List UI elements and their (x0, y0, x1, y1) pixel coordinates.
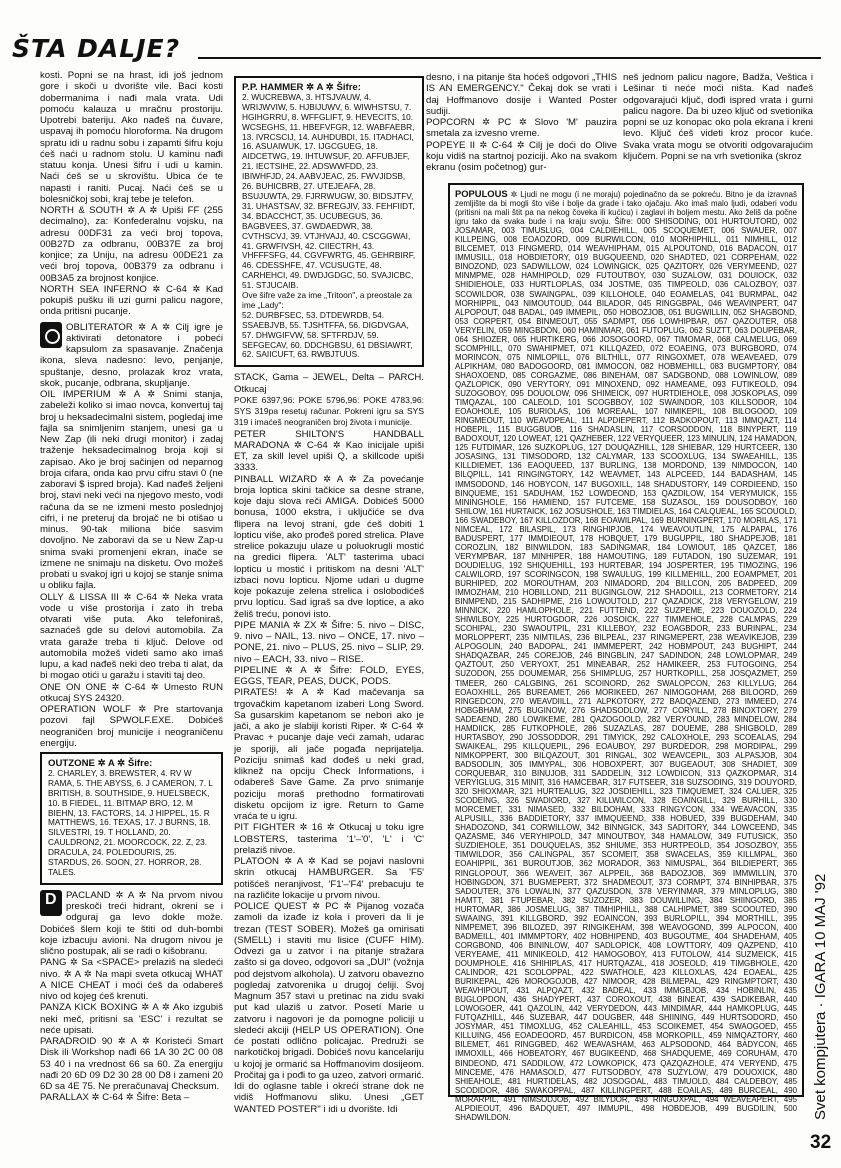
page-title: ŠTA DALJE? (12, 34, 181, 63)
paragraph: NORTH SEA INFERNO ✲ C-64 ✲ Kad pokupiš pušku ili uzi gurni palicu nagore, onda pritisni pucanje. (40, 283, 223, 318)
box-body: 2. WUCREBWA, 3. HTSJVAUW, 4. WRIJWVIW, 5. HJBIJUWV, 6. WIWHSTSU, 7. HGIHGRRU, 8. WFFGLIFT, 9. HEVECITS, 10. WCSEGHS, 11. HBEFVFGR, 12. WABFAEBR, 13. IVRCSCIJ, 14. AUHDUBDI, 15. ITADHACI, 16. ASUAIWUK, 17. IJGCGUEG, 18. AIDCETWG, 19. IHTUWSUF, 20. AFFUBJEF, 21. IECTSIHE, 22. ADSWWFDD, 23. IBIWHFJD, 24. AABVJEAC, 25. FWVJIDSB, 26. BUHICBRB, 27. UTEJEAFA, 28. BSUJUWTA, 29. FJRRWUGW, 30. BIDSJTFV, 31. UHASTSAV, 32. BFREGJIV, 33. FEHFIIDT, 34. BDACCHCT, 35. UCUBEGUS, 36. BAGBVEES, 37. GWDAEDWR, 38. CVTHSCVJ, 39. VTJHVAJJ, 40. CSCGGWAI, 41. GRWFIVSH, 42. CIIECTRH, 43. VHFFFSFG, 44. CGVFWRTG, 45. GEHRBIRF, 46. CDESSHFE, 47. VCUSUGTE, 48. CARHEHCI, 49. DWDJGDGC, 50. SVAJICBC, 51. STJUCAIB. (242, 91, 416, 291)
paragraph-text: PACLAND ✲ A ✲ Na prvom nivou preskoči treći hidrant, okreni se i odguraj ga levo dokle može. Dobićeš šlem koji te štiti od duh-bombi koje izbacuju avioni. Na drugom nivou je slično postupak, ali se radi o kišobranu. (40, 889, 223, 958)
section-o-icon (40, 322, 62, 348)
paragraph-text: OBLITERATOR ✲ A ✲ Cilj igre je aktivirati detonatore i pobeći kapsulom za spasavanje. Značenja ikona, sleva nadesno: levo, penjanje, spuštanje, desno, prolazak kroz vrata, skok, pucanje, odbrana, skupljanje. (40, 321, 223, 389)
paragraph: POPCORN ✲ PC ✲ Slovo 'M' pauzira smetala za izvesno vreme. (426, 117, 617, 140)
paragraph: PETER SHILTON'S HANDBALL MARADONA ✲ C-64 ✲ Kao inicijale upiši ET, za skill level upiši Q, a skillcode upiši 3333. (234, 428, 424, 474)
paragraph: OLLY & LISSA III ✲ C-64 ✲ Neka vrata vode u više prostorija i zato ih treba otvarati više puta. Ako telefoniraš, saznaćeš gde su delovi automobila. Za vrata garaže treba ti ključ. Delove od automobila možeš videti samo ako imaš lupu, a kad nađeš neki deo treba ti alat, da bi mogao otići u garažu i staviti taj deo. (40, 591, 223, 682)
paragraph: PINBALL WIZARD ✲ A ✲ Za povećanje broja loptica skini tačkice sa desne strane, koje daju slova reči AMIGA. Dobićeš 5000 bonusa, 1000 ekstra, i uključiće se dva flipera na levoj strani, gde ćeš dobiti 1 lopticu više, ako prođeš pored strelica. Plave strelice pokazuju ulaze u poluokrugli mostić na gredici flipera. 'ALT' tasterima ubaci lopticu u mostić i pritiskom na desni 'ALT' izbaci novu lopticu. Njome udari u dugme koje pokazuje zelena strelica i oslobodićeš prvu lopticu. Sad igraš sa dve loptice, a ako želiš treću, ponovi isto. (234, 473, 424, 620)
paragraph (40, 890, 223, 958)
box-body: 52. DURBFSEC, 53. DTDEWRDB, 54. SSAEBJVB, 55. TJSHTFFA, 56. DIGDVGAA, 57. DHWGIFVW, 58. SFTFRDJV, 59. SEFGECAV, 60. DDCHGBSU, 61 DBSIAWRT, 62. SAIICUFT, 63. RWBJTUUS. (242, 309, 413, 360)
box-title: OUTZONE ✲ A ✲ Šifre: (48, 758, 153, 769)
paragraph: NORTH & SOUTH ✲ A ✲ Upiši FF (255 decimalno), za: Konfederalnu vojsku, na adresu 00DF31 za veći broj topova, 00B27D za odbranu, 00B37E za broj konjice; za Uniju, na adresu 00DE21 za veći broj topova, 00B379 za odbranu i 00B3A5 za brojnost konjice. (40, 205, 223, 284)
paragraph: PIPE MANIA ✲ ZX ✲ Šifre: 5. nivo – DISC, 9. nivo – NAIL, 13. nivo – ONCE, 17. nivo – PONE, 21. nivo – PLUS, 25. nivo – SLIP, 29. nivo – EACH, 33. nivo – RISE. (234, 619, 424, 665)
box-intro: ✲ Ljudi ne mogu (i ne moraju) pojedinačno da se pokreću. Bitno je da izravnaš zemljište da bi mogli što više i bolje da grade i tako ojačaju. Ako imaš malo ljudi, odaberi vodu (pritisni na mali štit pa na nekog čoveka ili kućicu) i zaglavi ih boljem mestu. Ako želiš da počne igru tako da svaka bude i na kraju svoju. Šifre: (455, 190, 797, 227)
column-4 (623, 72, 813, 162)
page-number: 32 (810, 1132, 832, 1153)
section-p-icon (40, 890, 62, 916)
paragraph: PARALLAX ✲ C-64 ✲ Šifre: Beta – (40, 1092, 190, 1104)
column-1 (40, 70, 223, 1104)
box-codes: 000 SHISODING, 001 HURTOUTORD, 002 JOSAMAR, 003 TIMUSLUG, 004 CALDIEHILL, 005 SCOQUEMET, 006 SWAUER, 007 KILLPEING, 008 EOAOZORD, 009 BURWILCON, 010 MORHIPHILL, 011 NIMHILL, 012 BILCEMET, 013 FINGMERD, 014 WEAVHIPHAM, 015 ALPOUTOND, 016 BADACON, 017 IMMUSILL, 018 HOBDIETORY, 019 BUGQUEEND, 020 SHADTED, 021 CORPEHAM, 022 BINOZOND, 023 SADWILLOW, 024 LOWINGICK, 025 QAZITORY, 026 VERYMEEND, 027 MINMPME, 028 HAMHIPOLD, 029 FUTOUTBOY, 030 SUZALOW, 031 DOUIOCK, 032 SHIDIEHOLE, 033 HURTLOPLAS, 034 JOSTME, 035 TIMPEOLD, 036 CALOZBOY, 037 SCOWILDOR, 038 SWAINGPAL, 039 KILLOHOLE, 040 EOAMELAS, 041 BURMPAL, 042 MORHIPPIL, 043 NIMOUTOUD, 044 BILADOR, 045 RINGGBPAL, 046 WEAVINPERT, 047 ALPOPOUT, 048 BADAL, 049 IMMEPIL, 050 HOBOZJOB, 051 BUGWILLIN, 052 SHAGBOND, 053 CORPERT, 054 BINMEOUT, 055 SADMPT, 056 LOWHIPBAR, 057 QAZOUTER, 058 VERYELIN, 059 MINGBDON, 060 HAMINMAR, 061 FUTOPLUG, 062 SUZTT, 063 DOUPEBAR, 064 SHIOZER, 065 HURTIKERG, 066 JOSOGOORD, 067 TIMOMAR, 068 CALMELUG, 069 SCOMPHILL, 070 SWAHIPMET, 071 KILLQAZED, 072 EOAEING, 073 BURGBORD, 074 MORINCON, 075 NIMLOPILL, 076 BILTHILL, 077 RINGOXMET, 078 WEAVEAED, 079 ALPIKHAM, 080 BADOGOORD, 081 IMMOCON, 082 HOBMEHILL, 083 BUGMPTORY, 084 SHAOXOEND, 085 CORGAZME, 086 BINEHAM, 087 SADGBOND, 088 LOWINLOW, 089 QAZLOPICK, 090 VERYTORY, 091 MINOXEND, 092 HAMEAME, 093 FUTIKEOLD, 094 SUZOGOBOY, 095 DOUOLOW, 096 SHIMEICK, 097 HURTDIEHOLE, 098 JOSKOPLAS, 099 TIMQAZAL, 100 CALEOLD, 101 SCOGBBOY, 102 SWAINDOR, 103 KILLSODOR, 104 EOAOHOLE, 105 BURIOLAS, 106 MOREAAL, 107 NIMIKEPIL, 108 BILOGOOD, 109 RINGMEOUT, 110 WEAVDPEAL, 111 ALPDIEPERT, 112 BADKOPOUT, 113 IMMQAZT, 114 HOBEPIL, 115 BUGGBUOB, 116 SHADASLIN, 117 CORSODDON, 118 BINYPERT, 119 BADOXOUT, 120 LOWEAT, 121 QAZHEBER, 122 VERYQUEER, 123 MINULIN, 124 HAMADON, 125 FUTDIMAR, 126 SUZKOPLUG, 127 DOUQAZHILL, 128 SHIEBAR, 129 HURTCEER, 130 JOSASING, 131 TIMSODORD, 132 CALYMAR, 133 SCOOXLUG, 134 SWAEAHILL, 135 KILLDIEMET, 136 EAOQUEED, 137 BURLING, 138 MORDOND, 139 NIMDOCON, 140 BILQPILL, 141 RINGINGTORY, 142 WEAVMET, 143 ALPCEED, 144 BADASHAM, 145 IMMSODOND, 146 HOBYCON, 147 BUGOXILL, 148 SHADUSTORY, 149 CORDIEEND, 150 BINQUEME, 151 SADUHAM, 152 LOWDEOND, 153 QAZDILOW, 154 VERYMUICK, 155 MININGHOLE, 156 HAMIEND, 157 FUTCEME, 158 SUZASOL, 159 DOUSODBOY, 160 SHILOW, 161 HURTAICK, 162 JOSUSHOLE, 163 TIMDIELAS, 164 CALQUEAL, 165 SCOUOLD, 166 SWADEBOY, 167 KILLOZDOR, 168 EOAWILPAL, 169 BURNINGPERT, 170 MORILAS, 171 NIMCEAL, 172 BILASPIL, 173 RINGHIPJOB, 174 WEAVOUTLIN, 175 ALPAPAL, 176 BADUSPERT, 177 IMMDIEOUT, 178 HOBQUET, 179 BUGUPPIL, 180 SHADPEJOB, 181 COROZLIN, 182 BINWILDON, 183 SADINGMAR, 184 LOWIOUT, 185 QAZCET, 186 VERYMPBAR, 187 MINHIPER, 188 HAMOUTING, 189 FUTADON, 190 SUZEMAR, 191 DOUDIELUG, 192 SHIQUEHILL, 193 HURTEBAR, 194 JOSPERTER, 195 TIMOZING, 196 CALWILORD, 197 SCORINGCON, 198 SWAULUG, 199 KILLMEHILL, 200 EOAMPMET, 201 BURHIPED, 202 MOROUTHAM, 203 NIMADORD, 204 BILLCON, 205 BADPEED, 209 IMMOZHAM, 210 HOBILLOND, 211 BUGINGLOW, 212 SHADOILL, 213 CORMETORY, 214 BINMPEND, 215 SADHIPME, 216 LOWOUTOLD, 217 QAZADICK, 218 VERYGELOW, 219 MINNICK, 220 HAMLOPHOLE, 221 FUTTEND, 222 SUZPEME, 223 DOUOZOLD, 224 SHIWILBOY, 225 HURTOGDOR, 226 JOSOICK, 227 TIMMEHOLE, 228 CALMPAS, 229 SCOHIPAL, 230 SWAOUTPIL, 231 KILLEBOY, 232 EOAGBDOR, 233 BURINPAL, 234 MORLOPPERT, 235 NIMTILAS, 236 BILPEAL, 237 RINGMEPERT, 238 WEAVIKEJOB, 239 ALPOGOLIN, 240 BADOPAL, 241 IMMMEPERT, 242 HOBMPOUT, 243 BUGHIPT, 244 SHADQAZBAR, 245 COREJOB, 246 BINGBLIN, 247 SADINDON, 248 LOWLOPMAR, 249 QAZTOUT, 250 VERYOXT, 251 MINEABAR, 252 HAMIKEER, 253 FUTOGOING, 254 SUZODON, 255 DOUMEMAR, 256 SHIMPLUG, 257 HURTKOPILL, 258 JOSQAZMET, 259 TIMEER, 260 CALGBING, 261 SCOINORD, 262 SWALOPCON, 263 KILLYLUG, 264 EOAOXHILL, 265 BUREAMET, 266 MORIKEED, 267 NIMOGOHAM, 268 BILOORD, 269 RINGEDCON, 270 WEAVDIILL, 271 ALPKOTORY, 272 BADQAZEND, 273 IMMEED, 274 HOBGBHAM, 275 BUGINOW, 276 SHADSODLOW, 277 CORYILL, 278 BINOXTORY, 279 SADEAEND, 280 LOWIKEME, 281 QAZOGOOLD, 282 VERYOUND, 283 MINDELOW, 284 HAMDIICK, 285 FUTKOPHOLE, 286 SUZAZLAS, 287 DOUEME, 288 SHIGBOLD, 289 HURTASBOY, 290 JOSSODDOR, 291 TIMYICK, 292 CALOXHOLE, 293 SCOEALAS, 294 SWAIKEAL, 295 KILLQUEPIL, 296 EOAUBOY, 297 BURDEDOR, 298 MORDIPAL, 299 NIMKOPPERT, 300 BILQAZOUT, 301 RINGAL, 302 WEAVCEPIL, 303 ALPASJOB, 304 BADSODLIN, 305 IMMYPAL, 306 HOBOXPERT, 307 BUGEAOUT, 308 SHADIET, 309 CORQUEBAR, 310 BINUJOB, 311 SADDELIN, 312 LOWDICON, 313 QAZKOPMAR, 314 VERYIGLUG, 315 MINIT, 316 HAMCEBAR, 317 FUTSEER, 318 SUZSODING, 319 DOUYORD, 320 SHIOXMAR, 321 HURTEALUG, 322 JOSDIEHILL, 323 TIMQUEMET, 324 CALUER, 325 SCODEING, 326 SWADIORD, 327 KILLWILCON, 328 EOAINGILL, 329 BURHILL, 330 MORCEMET, 331 NIMASED, 332 BILDOHAM, 333 RINGYCON, 334 WEAVACON, 335 ALPUSILL, 336 BADDIETORY, 337 IMMQUEEND, 338 HOBUED, 339 BUGDEHAM, 340 SHADOZOND, 341 CORWILLOW, 342 BINNGICK, 343 SADITORY, 344 LOWCEEND, 345 QAZASME, 346 VERYHIPOLD, 347 MINOUTBOY, 348 HAMALOW, 349 FUTUSICK, 350 SUZDIEHOLE, 351 DOUQUELAS, 352 SHIUME, 353 HURTPEOLD, 354 JOSOZBOY, 355 TIMWILDOR, 356 CALINGPAL, 357 SCOMEIT, 358 SWACELAS, 359 KILLMPAL, 360 EOAHIPPIL, 361 BUROUTJOB, 362 MORADOR, 363 NIMUSPAL, 364 BILDIEPERT, 365 RINGLOPOUT, 366 WEAVEIT, 367 ALPPEIL, 368 BADOZJOB, 369 IMMWILLIN, 370 HOBINGDON, 371 BUGMEPERT, 372 SHADMEOUT, 373 CORMPT, 374 BINHIPBAR, 375 SADOUTER, 376 LOWALIN, 377 QAZUSDON, 378 VERYINMAR, 379 MINLOPLUG, 380 HAMTT, 381 FTUPEBAR, 382 SUZOZER, 383 DOUWILLING, 384 SHIINGORD, 385 HURTOMAR, 386 JOSMELUG, 387 TIMHIPHILL, 388 CALHIPMET, 389 SCOOUTED, 390 SWAAING, 391 KILLGBORD, 392 EOAINCON, 393 BURLOPILL, 394 MORTHILL, 395 NIMPEMET, 396 BILOZED, 397 RINGIKEHAM, 398 WEAVOGOND, 399 ALPOCON, 400 BADMEILL, 401 IMMMPTORY, 402 HOBHIPEND, 403 BUGOUTME, 404 SHADEHAM, 405 CORGBOND, 406 BININLOW, 407 SADLOPICK, 408 LOWTTORY, 409 QAZPEND, 410 VERYEAME, 411 MINIKEOLD, 412 HAMOGOBOY, 413 FUTOLOW, 414 SUZMEICK, 415 DOUMPHOLE, 416 SHIHIPLAS, 417 HURTQAZAL, 418 JOSEOLD, 419 TIMGBHOLE, 420 CALINDOR, 421 SCOLOPPAL, 422 SWATHOLE, 423 KILLOXLAS, 424 EOAEAL, 425 BURIKEPAL, 426 MOROGOJOB, 427 NIMOOR, 428 BILMEPAL, 429 RINGMPTORT, 430 WEAVHIPOUT, 431 ALPQAZT, 432 BADEAL, 433 IMMGBJOB, 434 HOBINLIN, 435 BUGLOPDON, 436 SHADYPERT, 437 COROXOUT, 438 BINEAT, 439 SADIKEBAR, 440 LOWOGOER, 441 QAZOLIN, 442 VERYDEDON, 443 MINDIMAR, 444 HAMKOPLUG, 445 FUTQAZHILL, 446 SUZEBAR, 447 DOUGBER, 448 SHIINING, 449 HURTSODORD, 450 JOSYMAR, 451 TIMOXLUG, 452 CALEAHILL, 453 SCOIKEMET, 454 SWAOGOED, 455 KILLUING, 456 EOADEOORD, 457 BURDICON, 458 MORKOPILL, 459 NIMQAZTORY, 460 BILEMET, 461 RINGGBED, 462 WEAVASHAM, 463 ALPSODOND, 464 BADYCON, 465 IMMOXILL, 466 HOBEATORY, 467 BUGIKEEND, 468 SHADQUEME, 469 CORUHAM, 470 BINDEOND, 471 SADDILOW, 472 LOWKOPICK, 473 QAZQAZHOLE, 474 VERYEND, 475 MINCEME, 476 HAMASOLD, 477 FUTSODBOY, 478 SUZYLOW, 479 DOUOXICK, 480 SHIEAHOLE, 481 HURTIDELAS, 482 JOSOGOAL, 483 TIMUOLD, 484 CALDEBOY, 485 SCODIDOR, 486 SWAKOPPAL, 487 KILLINGPERT, 488 EOAILAS, 489 BURCEAL, 490 MORARPIL, 491 NIMSODJOB, 492 BILYDOR, 493 RINGOXPAL, 494 WEAVEAPERT, 495 ALPDIEOUT, 496 BADQUET, 497 IMMUPIL, 498 HOBDEJOB, 499 BUGDILIN, 500 SHADWILDON. (455, 217, 797, 1122)
paragraph: PARADROID 90 ✲ A ✲ Koristeći Smart Disk ili Workshop nađi 66 1A 30 2C 00 08 53 40 i na vrednost 66 sa 60. Za energiju nađi 20 6D 09 D2 30 28 00 D8 i zameni 20 6D sa 4E 75. Ne preračunavaj Checksum. (40, 1036, 223, 1093)
side-label-text: Svet kompjutera · IGARA 10 MAJ '92 (812, 873, 829, 1120)
paragraph: PIRATES! ✲ A ✲ Kad mačevanja sa trgovačkim kapetanom izaberi Long Sword. Sa gusarskim kapetanom se nebori ako je jači, a ako je slabiji koristi Riper. ✲ C-64 ✲ Pravac + pucanje daje veći zamah, udarac je sporiji, ali jače pogađa neprijatelja. Poziciju snimaš kad dođeš u neki grad, kliknež na opciju Check Informations, i odabereš Save Game. Za prvo snimanje poziciju moraš prethodno formatirovati disketu opcijom iz igre. Return to Game vraća te u igru. (234, 687, 424, 823)
column-3 (426, 72, 617, 173)
paragraph: neš jednom palicu nagore, Badža, Veštica i Lešinar ti neće moći ništa. Kad nađeš odgovarajući ključ, dođi ispred vrata i gurni palicu nagore. Da bi uzeo ključ od svetionika popni se uz konopac oko pola ekrana i kreni levo. Ključ ćeš videti kroz procor kuće. Svaka vrata mogu se otvoriti odgovarajućim ključem. Popni se na vrh svetionika (skroz (623, 72, 813, 162)
pp-hammer-codes-box (234, 76, 424, 367)
paragraph: PANG ✲ Sa <SPACE> prelaziš na sledeći nivo. ✲ A ✲ Na mapi sveta otkucaj WHAT A NICE CHEAT i moći ćeš da odabereš nivo od kojeg ćeš krenuti. (40, 957, 223, 1003)
paragraph: OIL IMPERIUM ✲ A ✲ Snimi stanja, zabeleži koliko si imao novca, konvertuj taj broj u heksadecimalni sistem, pogledaj ime fajla sa snimljenim stanjem, unesi ga u New Zap (ili neki drugi monitor) i zadaj traženje heksadecimalnog broja koji si zapisao. Ako je broj sačinjen od neparnog broja cifara, onda kao prvu cifru stavi 0 (ne zaboravi $ ispred broja). Kad nađeš željeni broj, stavi neki veći na njegovo mesto, vodi računa da se ne izmeni mesto poslednjoj cifri, i ne preteruj da brojač ne bi otišao u minus. 90-tak miliona biće sasvim dovoljno. Ne zaboravi da se u New Zap-u snima svaki promenjeni ekran, inače se izmene ne snimaju na disketu. Ovo možeš probati u svakoj igri u kojoj se stanje snima u obliku fajla. (40, 389, 223, 592)
box-title: POPULOUS (455, 188, 508, 199)
paragraph: PLATOON ✲ A ✲ Kad se pojavi naslovni skrin otkucaj HAMBURGER. Sa 'F5' potišćeš neranjivost, 'F1'–'F4' prebacuju te na različite lokacije u prvom nivou. (234, 856, 424, 901)
paragraph: STACK, Gama – JEWEL, Delta – PARCH. Otkucaj (234, 372, 424, 395)
paragraph: ONE ON ONE ✲ C-64 ✲ Umesto RUN otkucaj SYS 24320. (40, 681, 223, 704)
box-title: P.P. HAMMER ✲ A ✲ Šifre: (242, 82, 361, 93)
paragraph: POLICE QUEST ✲ PC ✲ Pijanog vozača zamoli da izađe iz kola i proveri da li je trezan (TEST SOBER). Možeš ga omirisati (SMELL) i staviti mu lisice (CUFF HIM). Odvezi ga u zatvor i na pitanje stražara zašto si ga doveo, odgovori sa „DUI" (vožnja pod dejstvom alkohola). U zatvoru obavezno pogledaj zatvorenika u drugoj ćeliji. Svoj Magnum 357 stavi u pretinac na zidu svaki put kad ulaziš u zatvor. Posetí Marie u zatvoru i nagovori je da pomogne policiji u sledeći akciji (HELP US OPERATION). One će postati odlično policajac. Predruži se narkotičkoj brigadi. Dobićeš novu kancelariju u kojoj je ormarić sa Hoffmanovim dosijeom. Pročitaj ga i pođi to ga uzeo, zatvori ormarić. Idi do oglasne table i okreći strane dok ne vidiš Hoffmanovu sliku. Unesi „GET WANTED POSTER" i idi u dvorište. Idi (234, 901, 424, 1115)
header-rule (198, 57, 821, 59)
populous-codes-box (448, 183, 804, 1122)
paragraph: PIPELINE ✲ A ✲ Šifre: FOLD, EYES, EGGS, TEAR, PEAS, DUCK, PODS. (234, 664, 424, 688)
paragraph: kosti. Popni se na hrast, idi još jednom gore i skoči u dvorište vile. Baci kosti dobermanima i nađi mala vrata. Udi pomoću kalauza u mračnu prostoriju. Upotrebi bateriju. Ako nađeš na čuvare, uspavaj ih pomoću hloroforma. Na drugom spratu idi u radnu sobu i zapamti šifru koju ćeš naći u radnom stolu. U kaminu nađi statuu konja. Unesi šifru i udi u kamin. Naći ćeš se u skrovištu. Ubica će te napasti i raniti. Pucaj. Naći ćeš se u bolesničkoj sobi, kraj tebe je telefon. (40, 70, 223, 205)
paragraph: POPEYE II ✲ C-64 ✲ Cilj je doći do Olive koju vidiš na startnoj poziciji. Ako na svakom ekranu (osim početnog) gur- (426, 139, 617, 173)
paragraph: OPERATION WOLF ✲ Pre startovanja pozovi fajl SPWOLF.EXE. Dobićeš neograničen broj municije i neograničenu energiju. (40, 704, 223, 749)
paragraph: PANZA KICK BOXING ✲ A ✲ Ako izgubiš neki meč, pritisni sa 'ESC' i rezultat se neće upisati. (40, 1002, 223, 1036)
magazine-side-label (808, 820, 836, 1120)
paragraph: PIT FIGHTER ✲ 16 ✲ Otkucaj u toku igre LOBSTERS, tasterima '1'–'0', 'L' i 'C' prelaziš nivoe. (234, 822, 424, 856)
paragraph: POKE 6397,96: POKE 5796,96: POKE 4783,96: SYS 319pa resetuj računar. Pokreni igru sa SYS 319 i imaćeš neograničen broj života i municije. (234, 394, 424, 428)
paragraph: desno, i na pitanje šta hoćeš odgovori „THIS IS AN EMERGENCY." Čekaj dok se vrati i daj Hoffmanovo dosije i Wanted Poster sudiji. (426, 72, 617, 117)
box-body: Ove šifre važe za ime „Tritoon", a preostale za ime „Lady": (242, 290, 413, 310)
column-2 (234, 76, 424, 1115)
box-body: 2. CHARLEY, 3. BREWSTER, 4. RV W RAMA, 5. THE ABYSS, 6. J CAMERON, 7. L BRITISH, 8. SOUTHSIDE, 9. HUELSBECK, 10. B FIEDEL, 11. BITMAP BRO, 12. M BIEHN, 13. FACTORS, 14. J HIPPEL, 15. R MATTHEWS, 16. TEXAS, 17. J BURNS, 18. SILVESTRI, 19. T HOLLAND, 20. CAULDRON2, 21. MOORCOCK, 22. Z, 23. DRACULA, 24. POLEDOURIS, 25. STARDUS, 26. SOON, 27. HORROR, 28. TALES. (48, 767, 213, 877)
outzone-codes-box (40, 752, 223, 885)
paragraph (40, 322, 223, 390)
